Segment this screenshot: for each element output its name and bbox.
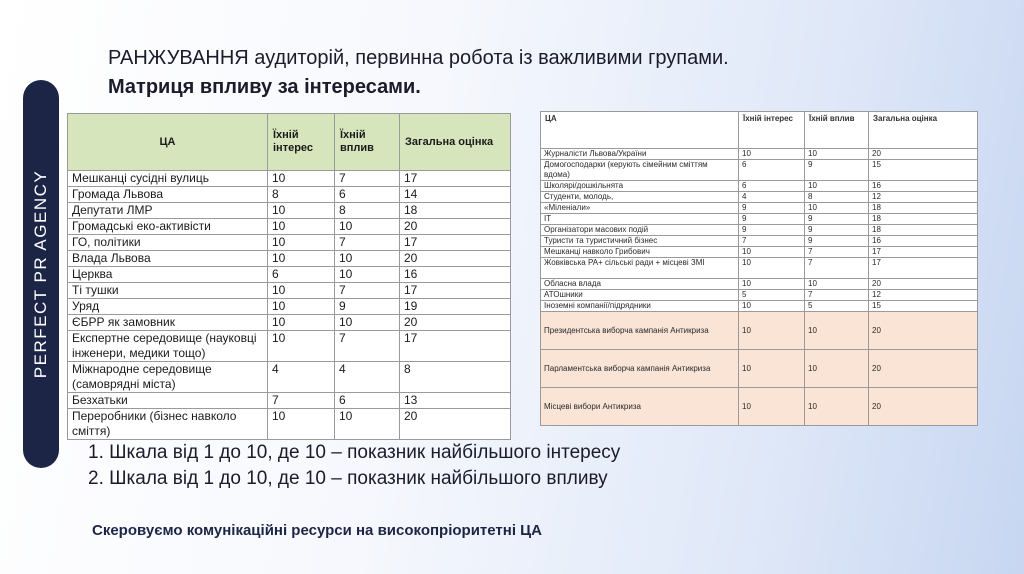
slide-title: РАНЖУВАННЯ аудиторій, первинна робота із важливими групами. — [108, 47, 729, 69]
table-row — [541, 350, 978, 388]
slide-subtitle: Матриця впливу за інтересами. — [108, 76, 421, 98]
table-row — [541, 247, 978, 258]
column-header: Загальна оцінка — [400, 114, 511, 171]
table-cell: 18 — [869, 203, 978, 214]
table-row — [68, 171, 511, 187]
table-cell: 10 — [268, 409, 335, 440]
table-cell: Громадські еко-активісти — [68, 219, 268, 235]
table-row — [68, 251, 511, 267]
table-cell: 6 — [739, 160, 805, 181]
table-cell: 17 — [400, 235, 511, 251]
table-cell: 6 — [335, 393, 400, 409]
table-cell: 4 — [335, 362, 400, 393]
table-cell: 6 — [335, 187, 400, 203]
table-cell: 7 — [805, 290, 869, 301]
table-cell: 6 — [268, 267, 335, 283]
table-row — [541, 258, 978, 279]
table-cell: Безхатьки — [68, 393, 268, 409]
table-cell: 10 — [268, 331, 335, 362]
table-cell: 17 — [869, 258, 978, 279]
column-header: ЦА — [68, 114, 268, 171]
table-cell: Школярі/дошкільнята — [541, 181, 739, 192]
table-cell: 7 — [335, 171, 400, 187]
table-cell: 10 — [739, 279, 805, 290]
column-header: Загальна оцінка — [869, 112, 978, 149]
brand-sidebar — [23, 80, 59, 468]
table-cell: 7 — [805, 247, 869, 258]
table-row — [68, 203, 511, 219]
table-row — [68, 235, 511, 251]
table-cell: ЄБРР як замовник — [68, 315, 268, 331]
table-cell: 9 — [805, 160, 869, 181]
table-cell: 17 — [400, 283, 511, 299]
table-cell: 10 — [268, 235, 335, 251]
table-cell: 10 — [805, 388, 869, 426]
table-cell: 10 — [268, 299, 335, 315]
table-row — [541, 388, 978, 426]
table-row — [541, 149, 978, 160]
table-cell: 16 — [869, 236, 978, 247]
table-cell: 10 — [268, 315, 335, 331]
table-row — [68, 331, 511, 362]
table-cell: 12 — [869, 290, 978, 301]
table-cell: 4 — [739, 192, 805, 203]
table-cell: 7 — [335, 235, 400, 251]
table-cell: 10 — [739, 258, 805, 279]
table-cell: 10 — [739, 350, 805, 388]
table-cell: 10 — [805, 279, 869, 290]
table-cell: ГО, політики — [68, 235, 268, 251]
table-cell: 7 — [739, 236, 805, 247]
table-cell: 10 — [268, 203, 335, 219]
table-cell: 18 — [869, 225, 978, 236]
table-cell: 5 — [739, 290, 805, 301]
table-cell: Громада Львова — [68, 187, 268, 203]
table-cell: Мешканці навколо Грибович — [541, 247, 739, 258]
table-cell: 10 — [739, 388, 805, 426]
table-cell: 9 — [805, 225, 869, 236]
column-header: ЦА — [541, 112, 739, 149]
table-cell: 10 — [335, 409, 400, 440]
table-cell: Обласна влада — [541, 279, 739, 290]
table-row — [541, 312, 978, 350]
table-row — [68, 362, 511, 393]
table-cell: 6 — [739, 181, 805, 192]
table-cell: 10 — [739, 312, 805, 350]
table-row — [68, 393, 511, 409]
table-cell: Влада Львова — [68, 251, 268, 267]
table-cell: 10 — [739, 247, 805, 258]
table-cell: 19 — [400, 299, 511, 315]
table-cell: 9 — [739, 203, 805, 214]
table-cell: 7 — [268, 393, 335, 409]
table-cell: 20 — [400, 219, 511, 235]
table-cell: Студенти, молодь, — [541, 192, 739, 203]
table-cell: 15 — [869, 301, 978, 312]
table-cell: 18 — [400, 203, 511, 219]
table-cell: 9 — [335, 299, 400, 315]
table-row — [68, 409, 511, 440]
table-cell: 20 — [400, 315, 511, 331]
table-cell: 10 — [268, 219, 335, 235]
table-cell: Організатори масових подій — [541, 225, 739, 236]
table-cell: 17 — [400, 171, 511, 187]
table-cell: 10 — [335, 267, 400, 283]
table-cell: Мешканці сусідні вулиць — [68, 171, 268, 187]
footer-conclusion: Скеровуємо комунікаційні ресурси на високопріоритетні ЦА — [92, 522, 542, 539]
table-row — [68, 315, 511, 331]
table-cell: 10 — [805, 350, 869, 388]
column-header: Їхній вплив — [335, 114, 400, 171]
table-cell: 15 — [869, 160, 978, 181]
table-cell: 10 — [268, 283, 335, 299]
left-audience-table — [67, 113, 511, 440]
table-cell: Парламентська виборча кампанія Антикриза — [541, 350, 739, 388]
table-cell: 10 — [335, 315, 400, 331]
table-cell: Жовківська РА+ сільські ради + місцеві ЗМІ — [541, 258, 739, 279]
table-cell: «Міленіали» — [541, 203, 739, 214]
table-cell: 8 — [805, 192, 869, 203]
table-cell: Туристи та туристичний бізнес — [541, 236, 739, 247]
table-cell: 8 — [268, 187, 335, 203]
table-cell: 10 — [805, 149, 869, 160]
table-cell: 8 — [335, 203, 400, 219]
table-row — [541, 236, 978, 247]
table-row — [541, 203, 978, 214]
table-cell: 10 — [739, 301, 805, 312]
table-row — [541, 160, 978, 181]
table-row — [541, 181, 978, 192]
table-cell: 17 — [400, 331, 511, 362]
table-cell: Журналісти Львова/України — [541, 149, 739, 160]
table-cell: Переробники (бізнес навколо сміття) — [68, 409, 268, 440]
table-cell: 4 — [268, 362, 335, 393]
table-header-row — [68, 114, 511, 171]
table-cell: IT — [541, 214, 739, 225]
table-cell: Іноземні компанії/підрядники — [541, 301, 739, 312]
table-cell: АТОшники — [541, 290, 739, 301]
scale-note-influence: 2. Шкала від 1 до 10, де 10 – показник найбільшого впливу — [88, 468, 608, 489]
table-row — [541, 214, 978, 225]
table-cell: 10 — [805, 181, 869, 192]
table-row — [68, 219, 511, 235]
table-cell: Уряд — [68, 299, 268, 315]
table-cell: 16 — [869, 181, 978, 192]
table-cell: 7 — [805, 258, 869, 279]
table-cell: Депутати ЛМР — [68, 203, 268, 219]
table-cell: 8 — [400, 362, 511, 393]
table-cell: 9 — [805, 214, 869, 225]
table-cell: 10 — [335, 219, 400, 235]
table-cell: 7 — [335, 283, 400, 299]
table-cell: 5 — [805, 301, 869, 312]
column-header: Їхній інтерес — [268, 114, 335, 171]
table-cell: 9 — [739, 214, 805, 225]
column-header: Їхній інтерес — [739, 112, 805, 149]
table-cell: 18 — [869, 214, 978, 225]
table-row — [541, 301, 978, 312]
table-cell: 20 — [869, 350, 978, 388]
table-cell: 10 — [805, 203, 869, 214]
table-cell: 12 — [869, 192, 978, 203]
table-row — [541, 192, 978, 203]
table-row — [68, 187, 511, 203]
scale-note-interest: 1. Шкала від 1 до 10, де 10 – показник найбільшого інтересу — [88, 442, 621, 463]
table-row — [68, 283, 511, 299]
table-cell: Місцеві вибори Антикриза — [541, 388, 739, 426]
table-cell: 14 — [400, 187, 511, 203]
table-cell: 20 — [869, 279, 978, 290]
table-cell: 13 — [400, 393, 511, 409]
table-cell: 10 — [739, 149, 805, 160]
table-header-row — [541, 112, 978, 149]
table-cell: 10 — [335, 251, 400, 267]
table-cell: 10 — [268, 251, 335, 267]
table-cell: Міжнародне середовище (самоврядні міста) — [68, 362, 268, 393]
table-cell: Церква — [68, 267, 268, 283]
table-cell: 20 — [400, 409, 511, 440]
right-audience-table — [540, 111, 978, 426]
brand-vertical-text: PERFECT PR AGENCY — [31, 169, 50, 379]
table-cell: 10 — [268, 171, 335, 187]
table-row — [541, 290, 978, 301]
table-row — [541, 279, 978, 290]
table-cell: 16 — [400, 267, 511, 283]
table-cell: Домогосподарки (керують сімейним сміттям вдома) — [541, 160, 739, 181]
table-cell: 20 — [869, 149, 978, 160]
table-row — [68, 299, 511, 315]
table-cell: 9 — [805, 236, 869, 247]
table-cell: 17 — [869, 247, 978, 258]
table-cell: 20 — [869, 312, 978, 350]
table-cell: Ті тушки — [68, 283, 268, 299]
table-cell: Експертне середовище (науковці інженери, медики тощо) — [68, 331, 268, 362]
table-cell: 20 — [869, 388, 978, 426]
table-cell: 10 — [805, 312, 869, 350]
table-cell: 9 — [739, 225, 805, 236]
table-cell: 20 — [400, 251, 511, 267]
table-row — [68, 267, 511, 283]
column-header: Їхній вплив — [805, 112, 869, 149]
table-row — [541, 225, 978, 236]
table-cell: 7 — [335, 331, 400, 362]
table-cell: Президентська виборча кампанія Антикриза — [541, 312, 739, 350]
